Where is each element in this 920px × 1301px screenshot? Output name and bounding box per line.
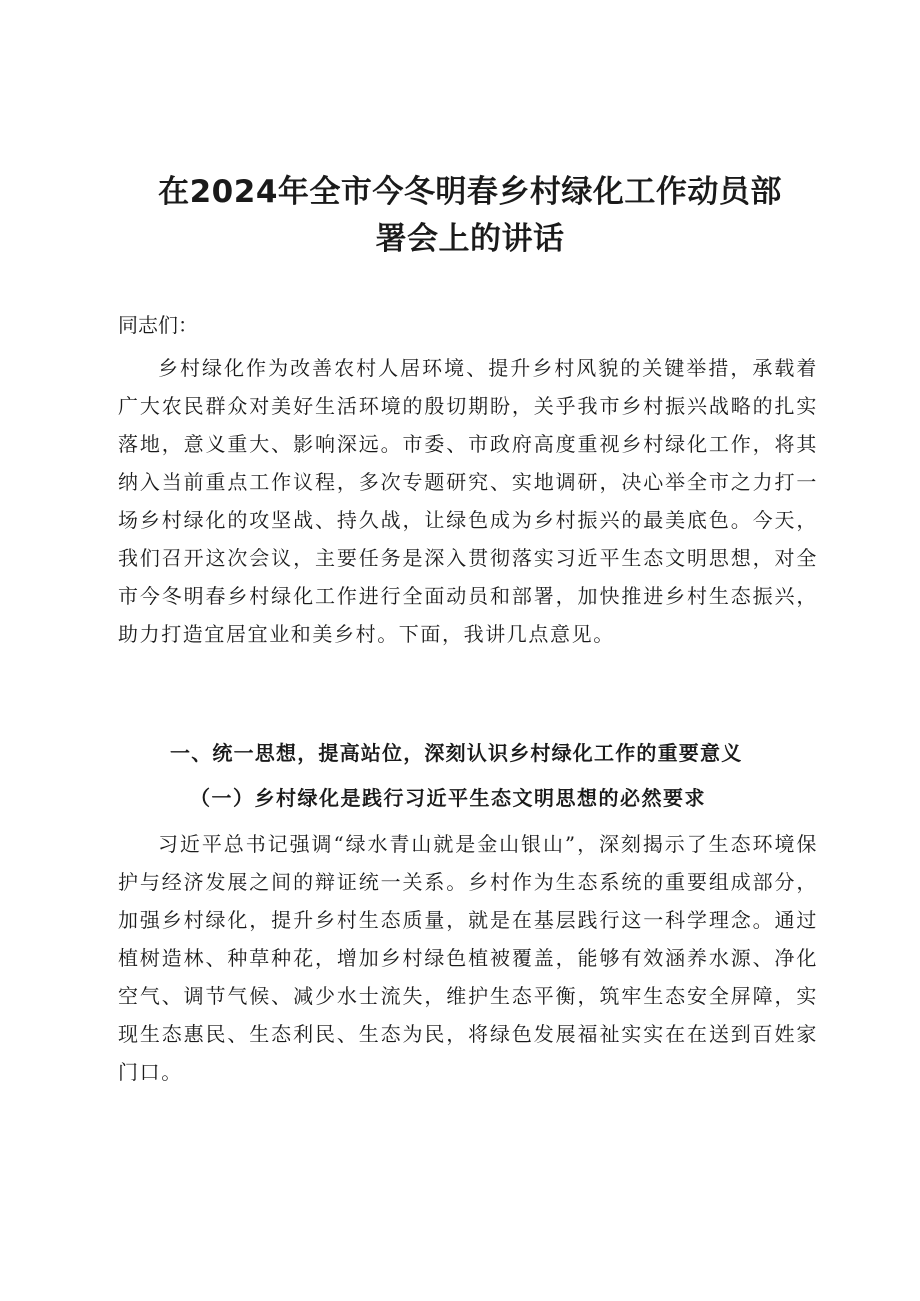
section-heading-1: 一、统一思想，提高站位，深刻认识乡村绿化工作的重要意义	[170, 741, 743, 765]
subsection-paragraph-1-1: 习近平总书记强调“绿水青山就是金山银山”，深刻揭示了生态环境保护与经济发展之间的辩证统一关系。乡村作为生态系统的重要组成部分，加强乡村绿化，提升乡村生态质量，就是在基层践行这一科学理念。通过植树造林、种草种花，增加乡村绿色植被覆盖，能够有效涵养水源、净化空气、调节气候、减少水士流失，维护生态平衡，筑牢生态安全屏障，实现生态惠民、生态利民、生态为民，将绿色发展福祉实实在在送到百姓家门口。	[118, 832, 818, 1084]
document-title-line-1: 在2024年全市今冬明春乡村绿化工作动员部	[158, 174, 782, 210]
intro-paragraph: 乡村绿化作为改善农村人居环境、提升乡村风貌的关键举措，承载着广大农民群众对美好生活环境的殷切期盼，关乎我市乡村振兴战略的扎实落地，意义重大、影响深远。市委、市政府高度重视乡村绿化工作，将其纳入当前重点工作议程，多次专题研究、实地调研，决心举全市之力打一场乡村绿化的攻坚战、持久战，让绿色成为乡村振兴的最美底色。今天，我们召开这次会议，主要任务是深入贯彻落实习近平生态文明思想，对全市今冬明春乡村绿化工作进行全面动员和部署，加快推进乡村生态振兴，助力打造宜居宜业和美乡村。下面，我讲几点意见。	[118, 356, 818, 646]
document-title-line-2: 署会上的讲话	[375, 221, 565, 257]
subsection-heading-1-1: （一）乡村绿化是践行习近平生态文明思想的必然要求	[190, 786, 706, 810]
salutation: 同志们：	[118, 313, 198, 337]
